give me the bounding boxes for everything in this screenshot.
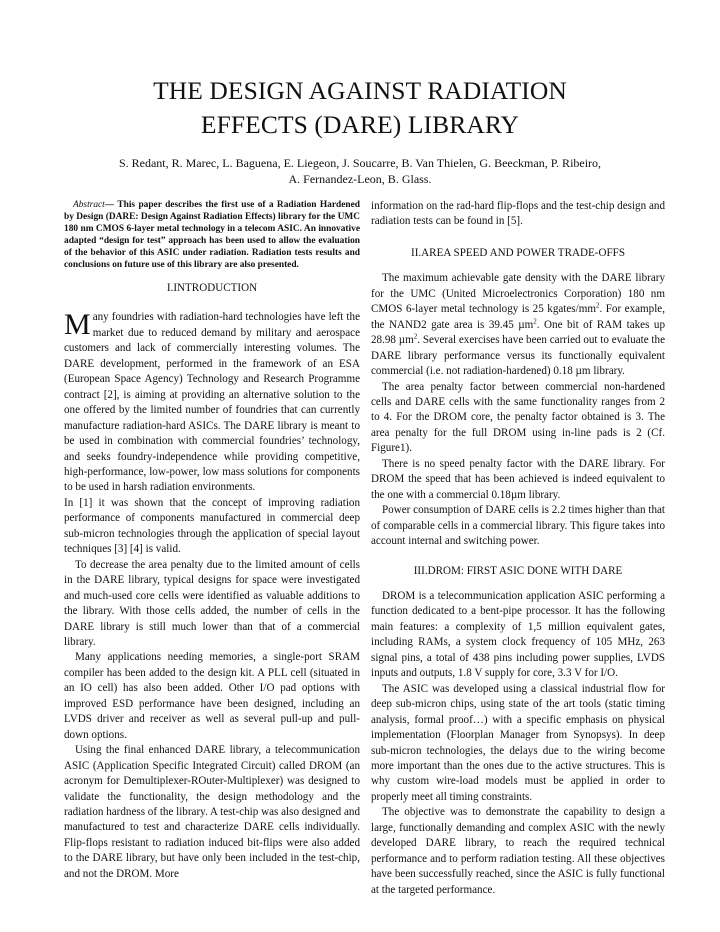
title-line-1: THE DESIGN AGAINST RADIATION xyxy=(153,76,567,105)
intro-paragraph-3: To decrease the area penalty due to the limited amount of cells in the DARE library, typical designs for space were investigated and much-used core cells were identified as valuable additions to the library. With those cells added, the number of cells in the DARE library is still much lower than that of a commercial library. xyxy=(64,558,360,648)
section2-paragraph-1 xyxy=(371,271,665,379)
sec2-p1-part-d: . Several exercises have been carried out to evaluate the DARE library performance versus its functionally equivalent commercial (i.e. not radiation-hardened) 0.18 µm library. xyxy=(371,334,665,378)
section-heading-trade-offs: II.AREA SPEED AND POWER TRADE-OFFS xyxy=(411,246,625,259)
author-list xyxy=(50,156,670,187)
drop-cap: M xyxy=(64,308,91,342)
abstract-text: This paper describes the first use of a Radiation Hardened by Design (DARE: Design Against Radiation Effects) library for the UMC 180 nm CMOS 6-layer metal technology in a telecom ASIC. An innovative adapted “design for test” approach has been used to allow the evaluation of the behavior of this ASIC under radiation. Radiation tests results and conclusions on future use of this library are also presented. xyxy=(64,200,360,270)
superscript-2: 2 xyxy=(595,301,600,310)
sec2-p1-part-c: . One bit of RAM takes up 28.98 µm xyxy=(371,318,665,347)
intro-paragraph-1 xyxy=(64,310,360,495)
section3-paragraph-1: DROM is a telecommunication application ASIC performing a function dedicated to a bent-pipe processor. It has the following main features: a complexity of 1,5 million equivalent gates, including RAMs, a system clock frequency of 105 MHz, 263 signal pins, a total of 438 pins including power supplies, LVDS inputs and outputs, 1.8 V supply for core, 3.3 V for I/O. xyxy=(371,589,665,680)
sec2-p1-part-b: . For example, the NAND2 gate area is 39.45 µm xyxy=(371,303,665,331)
paper-title xyxy=(60,74,660,142)
authors-line-1: S. Redant, R. Marec, L. Baguena, E. Liegeon, J. Soucarre, B. Van Thielen, G. Beeckman, P. Ribeiro, xyxy=(118,156,602,170)
superscript-2: 2 xyxy=(413,332,418,341)
title-line-2: EFFECTS (DARE) LIBRARY xyxy=(200,110,520,139)
continued-paragraph: information on the rad-hard flip-flops and the test-chip design and radiation tests can be found in [5]. xyxy=(371,200,665,228)
section-heading-drom: III.DROM: FIRST ASIC DONE WITH DARE xyxy=(413,564,623,577)
left-column xyxy=(64,199,360,882)
intro-paragraph-4: Many applications needing memories, a single-port SRAM compiler has been added to the design kit. A PLL cell (situated in an IO cell) has also been added. Other I/O pad options with improved ESD performance have been designed, including an LVDS driver and receiver as well as several pull-up and pull-down options. xyxy=(64,651,360,741)
section2-paragraph-2: The area penalty factor between commercial non-hardened cells and DARE cells with the same functionality ranges from 2 to 4. For the DROM core, the penalty factor obtained is 3. The area penalty for the full DROM using in-line pads is 2 (Cf. Figure1). xyxy=(371,380,665,455)
section3-paragraph-3: The objective was to demonstrate the capability to design a large, functionally demanding and complex ASIC with the newly developed DARE library, to reach the required technical performance and to perform radiation testing. All these objectives have been successfully reached, since the ASIC is fully functional at the targeted performance. xyxy=(371,806,665,896)
section3-paragraph-2: The ASIC was developed using a classical industrial flow for deep sub-micron chips, using state of the art tools (static timing analysis, formal proof…) with a specific emphasis on physical implementation (Floorplan Manager from Synopsys). In deep sub-micron technologies, the delays due to the wiring become more important than the ones due to the active structures. This is why custom wire-load models must be applied in order to properly meet all timing constraints. xyxy=(371,682,665,803)
abstract-label: Abstract xyxy=(73,200,105,210)
abstract xyxy=(64,199,360,271)
section-heading-introduction: I.INTRODUCTION xyxy=(166,282,258,294)
right-column xyxy=(371,199,665,898)
sec2-p1-part-a: The maximum achievable gate density with the DARE library for the UMC (United Microelectronics Corporation) 180 nm CMOS 6-layer metal technology is 25 kgates/mm xyxy=(371,272,665,316)
section2-paragraph-3: There is no speed penalty factor with the DARE library. For DROM the speed that has been achieved is indeed equivalent to the one with a commercial 0.18µm library. xyxy=(371,457,665,501)
authors-line-2: A. Fernandez-Leon, B. Glass. xyxy=(288,171,432,186)
intro-paragraph-2: In [1] it was shown that the concept of improving radiation performance of components manufactured in commercial deep sub-micron technologies through the application of special layout techniques [3] [4] is valid. xyxy=(64,496,360,556)
abstract-dash: — xyxy=(104,200,118,210)
superscript-2: 2 xyxy=(533,317,537,326)
section2-paragraph-4: Power consumption of DARE cells is 2.2 times higher than that of comparable cells in a commercial library. This figure takes into account internal and switching power. xyxy=(371,504,665,548)
intro-paragraph-1-text: any foundries with radiation-hard technologies have left the market due to reduced demand by military and aerospace customers and lack of commercially interesting volumes. The DARE development, performed in the framework of an ESA (European Space Agency) Technology and Research Programme contract [2], is aiming at providing an alternative solution to the one offered by the limited number of foundries that can currently manufacture radiation-hard ASICs. The DARE library is meant to be used in combination with commercial foundries’ technology, and seeks foundry-independence while providing competitive, high-performance, low-power, low mass solutions for components to be used in harsh radiation environments. xyxy=(64,311,360,494)
intro-paragraph-5: Using the final enhanced DARE library, a telecommunication ASIC (Application Specific Integrated Circuit) called DROM (an acronym for Demultiplexer-ROuter-Multiplexer) was designed to validate the functionality, the design methodology and the radiation hardness of the library. A test-chip was also designed and manufactured to test and characterize DARE cells individually. Flip-flops resistant to radiation induced bit-flips were also added to the DARE library, but have only been included in the test-chip, and not the DROM. More xyxy=(64,744,360,880)
